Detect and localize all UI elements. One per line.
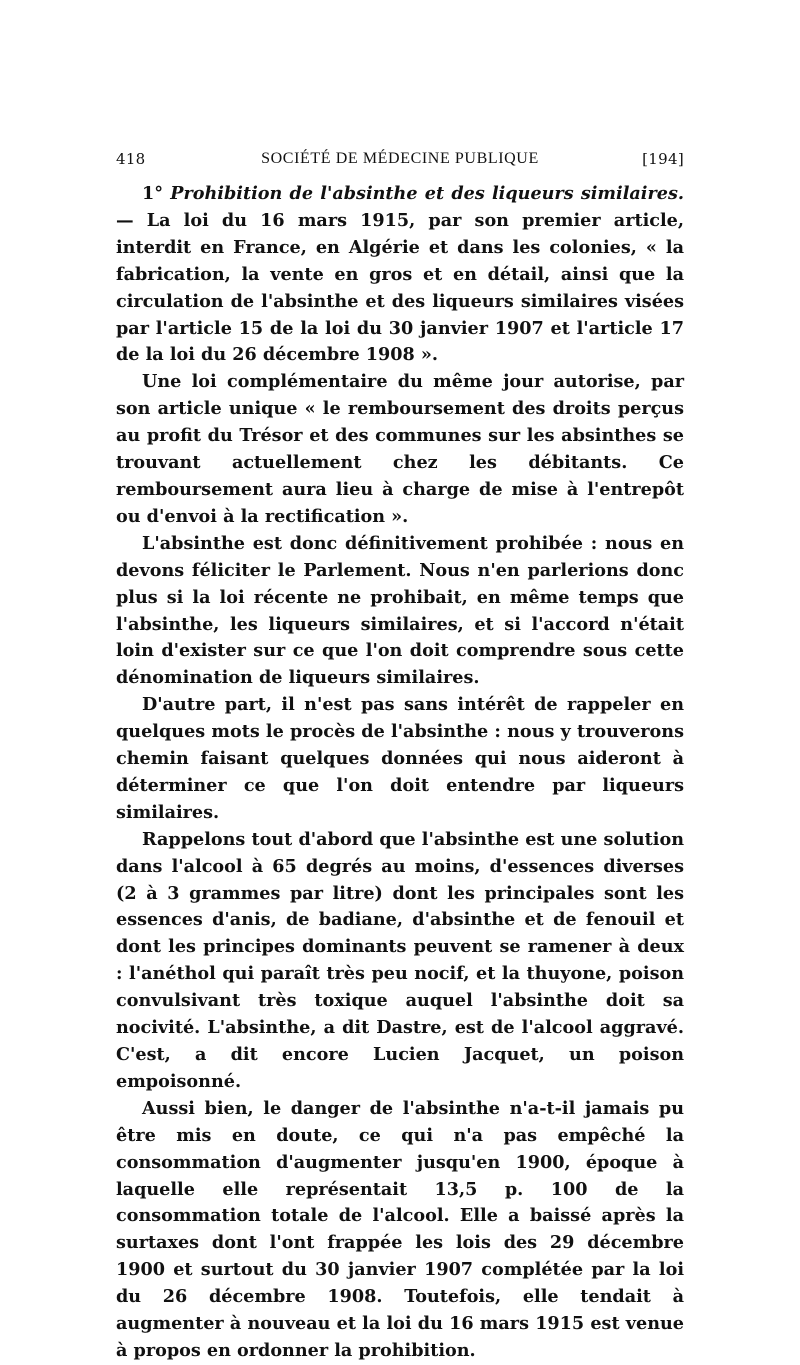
section-heading: Prohibition de l'absinthe et des liqueurs similaires. bbox=[170, 183, 684, 204]
article-body bbox=[116, 181, 684, 1365]
paragraph-2: Une loi complémentaire du même jour autorise, par son article unique « le remboursement des droits perçus au profit du Trésor et des communes sur les absinthes se trouvant actuellement chez les débitants. Ce remboursement aura lieu à charge de mise à l'entrepôt ou d'envoi à la rectification ». bbox=[116, 371, 684, 527]
page-number: 418 bbox=[116, 150, 146, 168]
paragraph-4: D'autre part, il n'est pas sans intérêt de rappeler en quelques mots le procès de l'absinthe : nous y trouverons chemin faisant quelques données qui nous aideront à déterminer ce que l'on doit entendre par liqueurs similaires. bbox=[116, 694, 684, 823]
paragraph-5: Rappelons tout d'abord que l'absinthe est une solution dans l'alcool à 65 degrés au moins, d'essences diverses (2 à 3 grammes par litre) dont les principales sont les essences d'anis, de badiane, d'absinthe et de fenouil et dont les principes dominants peuvent se ramener à deux : l'anéthol qui paraît très peu nocif, et la thuyone, poison convulsivant très toxique auquel l'absinthe doit sa nocivité. L'absinthe, a dit Dastre, est de l'alcool aggravé. C'est, a dit encore Lucien Jacquet, un poison empoisonné. bbox=[116, 828, 684, 1092]
paragraph-1-text: — La loi du 16 mars 1915, par son premier article, interdit en France, en Algérie et dans les colonies, « la fabrication, la vente en gros et en détail, ainsi que la circulation de l'absinthe et des liqueurs similaires visées par l'article 15 de la loi du 30 janvier 1907 et l'article 17 de la loi du 26 décembre 1908 ». bbox=[116, 209, 684, 366]
paragraph-6: Aussi bien, le danger de l'absinthe n'a-t-il jamais pu être mis en doute, ce qui n'a pas empêché la consommation d'augmenter jusqu'en 1900, époque à laquelle elle représentait 13,5 p. 100 de la consommation totale de l'alcool. Elle a baissé après la surtaxes dont l'ont frappée les lois des 29 décembre 1900 et surtout du 30 janvier 1907 complétée par la loi du 26 décembre 1908. Toutefois, elle tendait à augmenter à nouveau et la loi du 16 mars 1915 est venue à propos en ordonner la prohibition. bbox=[116, 1097, 684, 1361]
journal-title: SOCIÉTÉ DE MÉDECINE PUBLIQUE bbox=[261, 150, 539, 167]
running-head bbox=[116, 150, 684, 174]
paragraph-3: L'absinthe est donc définitivement prohibée : nous en devons féliciter le Parlement. Nous n'en parlerions donc plus si la loi récente ne prohibait, en même temps que l'absinthe, les liqueurs similaires, et si l'accord n'était loin d'exister sur ce que l'on doit comprendre sous cette dénomination de liqueurs similaires. bbox=[116, 532, 684, 689]
section-number: 1° bbox=[142, 183, 171, 204]
bracket-page-number: [194] bbox=[642, 150, 684, 168]
paragraph-1 bbox=[116, 181, 684, 369]
